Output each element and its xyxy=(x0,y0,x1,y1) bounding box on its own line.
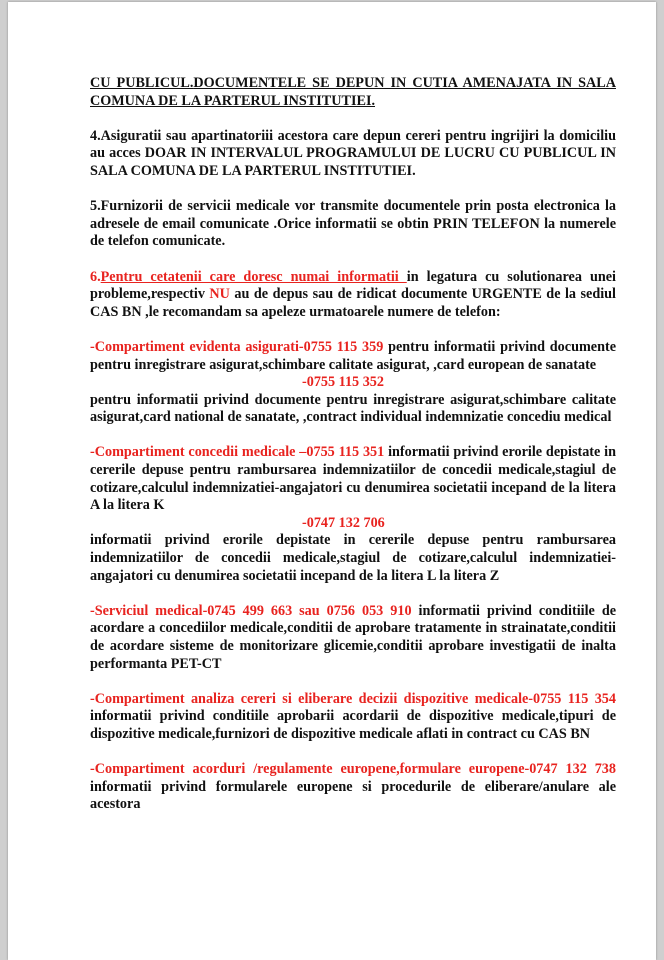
s3-text: informatii privind conditiile de acordare a concediilor medicale,conditii de aprobare tratamente in strainatate,conditii de acordare sisteme de monitorizare glicemie,conditii aprobare investigatii de inalta performanta PET-CT xyxy=(90,602,617,672)
s2-heading: -Compartiment concedii medicale –0755 115 351 xyxy=(90,444,385,461)
s2-text2: informatii privind erorile depistate in cererile depuse pentru rambursarea indemnizatiilor de concedii medicale,stagiul de cotizare,calculul indemnizatiei-angajatori cu denumirea societatii incepand de la litera L la litera Z xyxy=(90,532,616,584)
p4-text: 4.Asiguratii sau apartinatoriii acestora care depun cereri pentru ingrijiri la domiciliu au acces xyxy=(90,127,616,162)
s2-second-number-line xyxy=(90,515,616,533)
s4-heading: -Compartiment analiza cereri si eliberare decizii dispozitive medicale-0755 115 354 xyxy=(90,690,616,707)
section-acorduri-europene xyxy=(90,761,616,814)
p5-text: 5.Furnizorii de servicii medicale vor transmite documentele prin posta electronica la adresele de email comunicate .Orice informatii se obtin xyxy=(90,198,616,232)
p4-emphasis: DOAR IN INTERVALUL PROGRAMULUI DE LUCRU CU PUBLICUL IN SALA COMUNA DE LA PARTERUL INSTITUTIEI. xyxy=(90,145,616,179)
s5-heading: -Compartiment acorduri /regulamente europene,formulare europene-0747 132 738 xyxy=(90,761,616,778)
s3-heading: -Serviciul medical-0745 499 663 sau 0756 053 910 xyxy=(90,602,412,619)
intro-underlined: DOCUMENTELE SE DEPUN IN CUTIA AMENAJATA IN SALA COMUNA DE LA PARTERUL INSTITUTIEI. xyxy=(90,75,616,109)
document-body xyxy=(90,75,616,832)
paragraph-intro xyxy=(90,75,616,110)
s2-text1: informatii privind erorile depistate in cererile depuse pentru rambursarea indemnizatiilor de concedii medicale,stagiul de cotizare,calculul indemnizatiei-angajatori cu denumirea societatii incepand de la litera A la litera K xyxy=(90,444,616,514)
p6-tail: au de depus sau de ridicat documente URGENTE de la sediul CAS BN ,le recomandam sa apeleze urmatoarele numere de telefon: xyxy=(90,286,616,320)
document-page xyxy=(8,2,656,960)
p5-tail: la numerele de telefon comunicate. xyxy=(90,215,616,250)
s1-phone2: -0755 115 352 xyxy=(302,374,384,391)
section-evidenta-asigurati xyxy=(90,339,616,427)
p5-emphasis: PRIN TELEFON xyxy=(433,215,540,232)
intro-lead: CU PUBLICUL. xyxy=(90,75,194,91)
paragraph-4 xyxy=(90,128,616,181)
paragraph-6 xyxy=(90,269,616,322)
s1-heading: -Compartiment evidenta asigurati-0755 115 359 xyxy=(90,338,384,355)
s1-text2: pentru informatii privind documente pentru inregistrare asigurat,schimbare calitate asigurat,card national de sanatate, ,contract individual indemnizatie concediu medical xyxy=(90,391,616,426)
paragraph-5 xyxy=(90,198,616,251)
section-dispozitive-medicale xyxy=(90,691,616,744)
s2-phone2: -0747 132 706 xyxy=(302,514,385,531)
p6-text: in legatura cu solutionarea unei probleme,respectiv xyxy=(90,268,616,303)
p6-link[interactable]: Pentru cetatenii care doresc numai informatii xyxy=(100,268,407,285)
section-concedii-medicale xyxy=(90,444,616,585)
s1-second-number-line xyxy=(90,374,616,392)
p6-number: 6. xyxy=(90,268,101,285)
s5-text: informatii privind formularele europene si procedurile de eliberare/anulare ale acestora xyxy=(90,778,616,813)
s4-text: informatii privind conditiile aprobarii acordarii de dispozitive medicale,tipuri de dispozitive medicale,furnizori de dispozitive medicale aflati in contract cu CAS BN xyxy=(90,708,616,742)
p6-nu: NU xyxy=(209,286,230,303)
section-serviciul-medical xyxy=(90,603,616,673)
s1-text1: pentru informatii privind documente pentru inregistrare asigurat,schimbare calitate asigurat, ,card european de sanatate xyxy=(90,338,616,373)
